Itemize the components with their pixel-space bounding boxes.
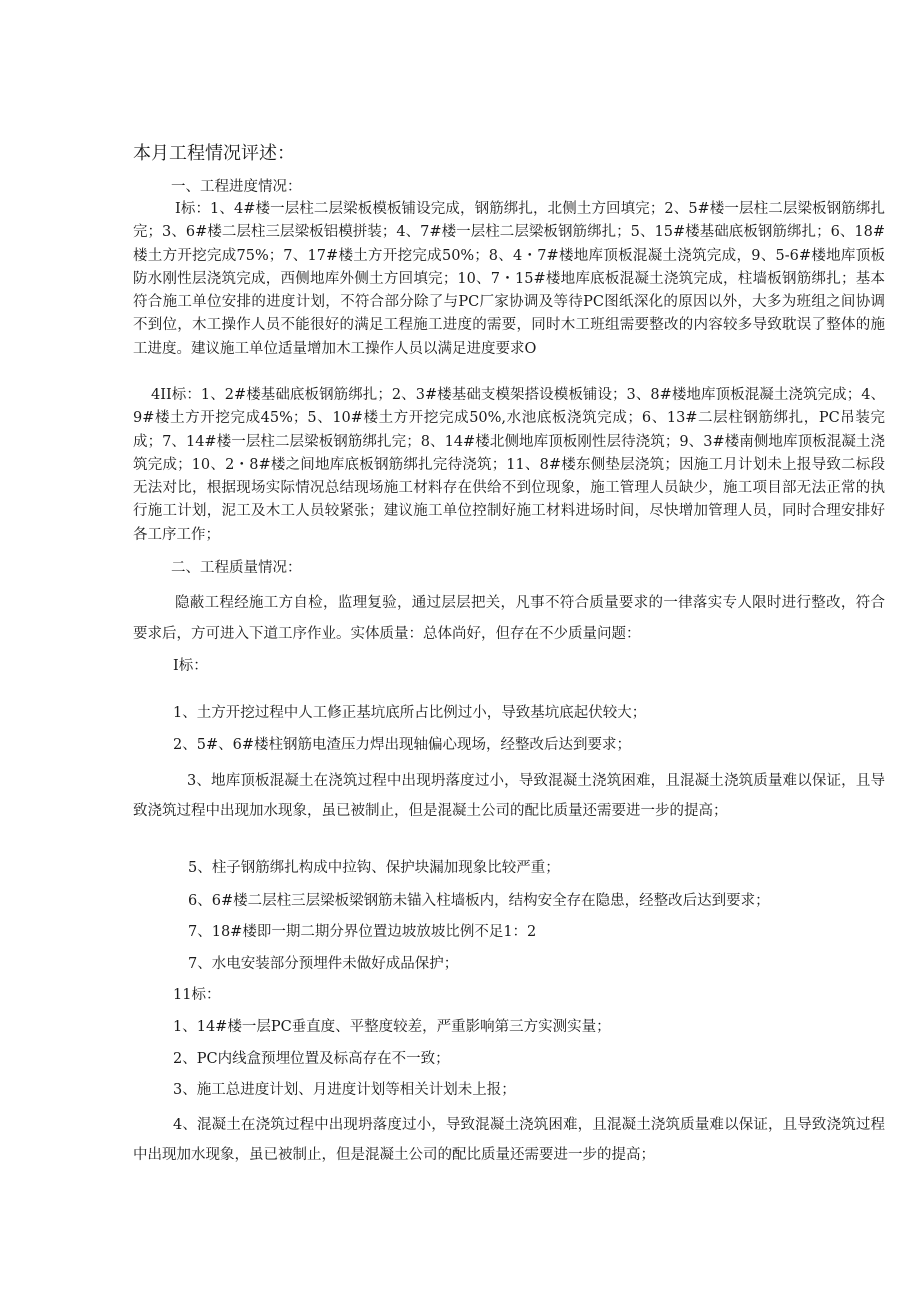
list-item: 7、18#楼即一期二期分界位置边坡放坡比例不足1：2	[188, 924, 537, 940]
progress-heading: 一、工程进度情况：	[171, 179, 302, 195]
list-item: 6、6#楼二层柱三层梁板梁钢筋未锚入柱墙板内，结构安全存在隐患，经整改后达到要求；	[188, 893, 770, 909]
list-item: 3、地库顶板混凝土在浇筑过程中出现坍落度过小，导致混凝土浇筑困难，且混凝土浇筑质量难以保证，且导致浇筑过程中出现加水现象，虽已被制止，但是混凝土公司的配比质量还需要进一步的提高；	[133, 773, 885, 819]
quality-section-1-label: I标：	[173, 658, 208, 674]
quality-intro: 隐蔽工程经施工方自检，监理复验，通过层层把关，凡事不符合质量要求的一律落实专人限时进行整改，符合要求后，方可进入下道工序作业。实体质量：总体尚好，但存在不少质量问题：	[133, 595, 885, 642]
progress-section-1: I标：1、4#楼一层柱二层梁板模板铺设完成，钢筋绑扎，北侧土方回填完；2、5#楼一层柱二层梁板钢筋绑扎完；3、6#楼二层柱三层梁板铝模拼装；4、7#楼一层柱二层梁板钢筋绑扎；5、15#楼基础底板钢筋绑扎；6、18#楼土方开挖完成75%；7、17#楼土方开挖完成50%；8、4・7#楼地库顶板混凝土浇筑完成，9、5-6#楼地库顶板防水刚性层浇筑完成，西侧地库外侧土方回填完；10、7・15#楼地库底板混凝土浇筑完成，柱墙板钢筋绑扎；基本符合施工单位安排的进度计划，不符合部分除了与PC厂家协调及等待PC图纸深化的原因以外，大多为班组之间协调不到位，木工操作人员不能很好的满足工程施工进度的需要，同时木工班组需要整改的内容较多导致耽误了整体的施工进度。建议施工单位适量增加木工操作人员以满足进度要求O	[133, 201, 885, 357]
progress-section-2: 4II标：1、2#楼基础底板钢筋绑扎；2、3#楼基础支模架搭设模板铺设；3、8#楼地库顶板混凝土浇筑完成；4、9#楼土方开挖完成45%；5、10#楼土方开挖完成50%,水池底板浇筑完成；6、13#二层柱钢筋绑扎，PC吊装完成；7、14#楼一层柱二层梁板钢筋绑扎完；8、14#楼北侧地库顶板刚性层待浇筑；9、3#楼南侧地库顶板混凝土浇筑完成；10、2・8#楼之间地库底板钢筋绑扎完待浇筑；11、8#楼东侧垫层浇筑；因施工月计划未上报导致二标段无法对比，根据现场实际情况总结现场施工材料存在供给不到位现象，施工管理人员缺少，施工项目部无法正常的执行施工计划，泥工及木工人员较紧张；建议施工单位控制好施工材料进场时间，尽快增加管理人员，同时合理安排好各工序工作；	[133, 387, 885, 543]
list-item: 5、柱子钢筋绑扎构成中拉钩、保护块漏加现象比较严重；	[188, 860, 560, 876]
quality-section-2-label: 11标：	[173, 987, 221, 1003]
list-item: 4、混凝土在浇筑过程中出现坍落度过小，导致混凝土浇筑困难，且混凝土浇筑质量难以保证，且导致浇筑过程中出现加水现象，虽已被制止，但是混凝土公司的配比质量还需要进一步的提高；	[133, 1117, 885, 1163]
list-item: 1、土方开挖过程中人工修正基坑底所占比例过小，导致基坑底起伏较大；	[173, 705, 647, 721]
page-title: 本月工程情况评述：	[133, 143, 295, 164]
list-item: 2、5#、6#楼柱钢筋电渣压力焊出现轴偏心现场，经整改后达到要求；	[173, 737, 631, 753]
quality-heading: 二、工程质量情况：	[171, 560, 302, 576]
list-item: 7、水电安装部分预埋件未做好成品保护；	[188, 956, 459, 972]
list-item: 1、14#楼一层PC垂直度、平整度较差，严重影响第三方实测实量；	[173, 1019, 611, 1035]
list-item: 2、PC内线盒预埋位置及标高存在不一致；	[173, 1051, 450, 1067]
list-item: 3、施工总进度计划、月进度计划等相关计划未上报；	[173, 1082, 516, 1098]
